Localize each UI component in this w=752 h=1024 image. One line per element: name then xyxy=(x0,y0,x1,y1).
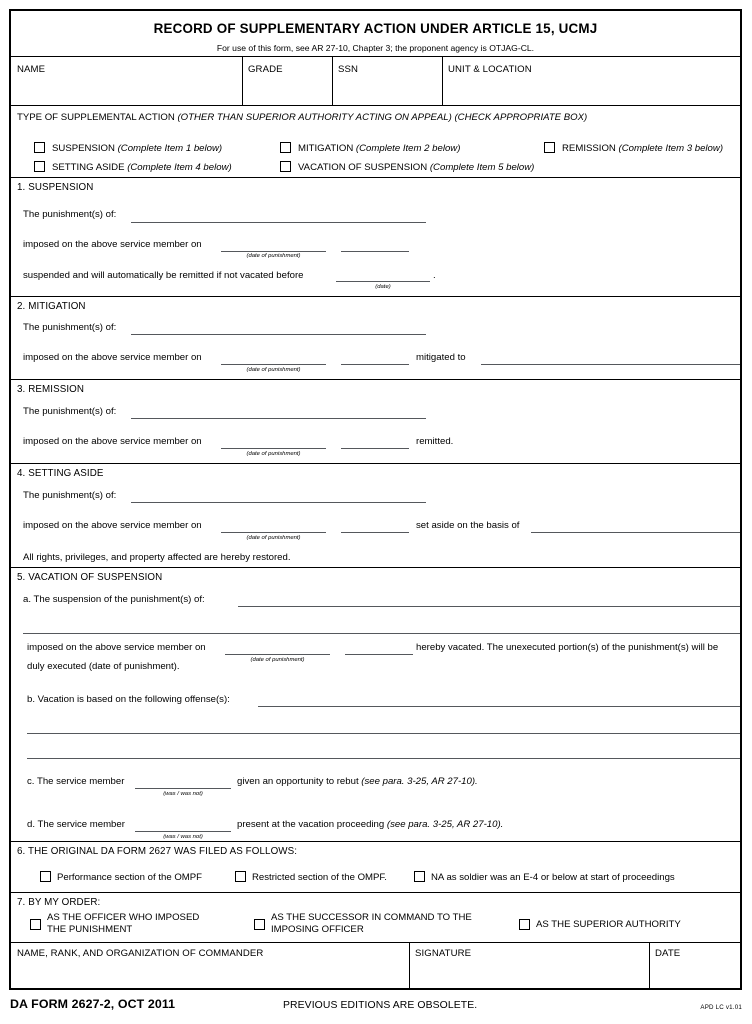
item5d-caption: (was / was not) xyxy=(163,834,203,840)
rule-under-item2 xyxy=(11,379,740,380)
item4-restored-note: All rights, privileges, and property affected are hereby restored. xyxy=(23,552,291,563)
item5d-field[interactable] xyxy=(135,831,231,832)
option-setting-aside xyxy=(52,162,232,173)
rule-under-item6 xyxy=(11,892,740,893)
item1-extra-field[interactable] xyxy=(341,251,409,252)
item2-imposed-label: imposed on the above service member on xyxy=(23,352,202,363)
checkbox-as-superior-authority[interactable] xyxy=(519,919,530,930)
checkbox-setting-aside[interactable] xyxy=(34,161,45,172)
rule-under-type-section xyxy=(11,177,740,178)
option-remission-note: (Complete Item 3 below) xyxy=(618,143,724,154)
item5d-suffix xyxy=(237,819,503,830)
option-suspension-label: SUSPENSION xyxy=(52,143,115,154)
rule-under-item7 xyxy=(11,942,740,943)
divider-grade-ssn xyxy=(332,57,333,105)
item1-heading: 1. SUSPENSION xyxy=(17,182,94,193)
item7-option2-line1: AS THE SUCCESSOR IN COMMAND TO THE xyxy=(271,912,472,923)
checkbox-as-imposing-officer[interactable] xyxy=(30,919,41,930)
item6-option-na-label: NA as soldier was an E-4 or below at start of proceedings xyxy=(431,872,675,883)
item3-punishments-label: The punishment(s) of: xyxy=(23,406,117,417)
item5a-label: a. The suspension of the punishment(s) of: xyxy=(23,594,205,605)
item3-punishments-field[interactable] xyxy=(131,418,426,419)
footer-form-id: DA FORM 2627-2, OCT 2011 xyxy=(10,997,176,1011)
checkbox-remission[interactable] xyxy=(544,142,555,153)
rule-under-item1 xyxy=(11,296,740,297)
checkbox-restricted-section[interactable] xyxy=(235,871,246,882)
item4-extra-field[interactable] xyxy=(341,532,409,533)
item5b-date-caption: (date of punishment) xyxy=(250,657,305,663)
option-vacation-of-suspension xyxy=(298,162,534,173)
item5c-suffix-text: given an opportunity to rebut xyxy=(237,776,359,787)
item3-extra-field[interactable] xyxy=(341,448,409,449)
item5c-field[interactable] xyxy=(135,788,231,789)
item2-punishments-field[interactable] xyxy=(131,334,426,335)
divider-commander-signature xyxy=(409,943,410,989)
form-outer-frame xyxy=(9,9,742,990)
item5-offense-field-3[interactable] xyxy=(27,758,740,759)
item1-remitted-label: suspended and will automatically be remitted if not vacated before xyxy=(23,270,304,281)
item5c-cite: (see para. 3-25, AR 27-10). xyxy=(361,776,478,787)
divider-ssn-unit xyxy=(442,57,443,105)
item4-punishments-label: The punishment(s) of: xyxy=(23,490,117,501)
item2-date-field[interactable] xyxy=(221,364,326,365)
item2-mitigated-to-field[interactable] xyxy=(481,364,740,365)
item3-date-caption: (date of punishment) xyxy=(246,451,301,457)
item4-punishments-field[interactable] xyxy=(131,502,426,503)
option-vacation-note: (Complete Item 5 below) xyxy=(429,162,535,173)
label-name: NAME xyxy=(17,64,46,75)
option-suspension-note: (Complete Item 1 below) xyxy=(117,143,223,154)
item5b-date-field[interactable] xyxy=(225,654,330,655)
form-title: RECORD OF SUPPLEMENTARY ACTION UNDER ARTICLE 15, UCMJ xyxy=(153,21,598,36)
item5b-vacated-text: hereby vacated. The unexecuted portion(s) of the punishment(s) will be xyxy=(416,642,719,653)
item5c-prefix: c. The service member xyxy=(27,776,125,787)
item4-set-aside-field[interactable] xyxy=(531,532,740,533)
item6-option-performance-label: Performance section of the OMPF xyxy=(57,872,203,883)
item5b-extra-field[interactable] xyxy=(345,654,413,655)
option-mitigation-label: MITIGATION xyxy=(298,143,354,154)
item4-date-field[interactable] xyxy=(221,532,326,533)
item5-offense-field-1[interactable] xyxy=(258,706,740,707)
type-heading-main: TYPE OF SUPPLEMENTAL ACTION xyxy=(17,112,175,123)
label-ssn: SSN xyxy=(338,64,359,75)
label-signature: SIGNATURE xyxy=(415,948,472,959)
rule-under-item5 xyxy=(11,841,740,842)
checkbox-as-successor-in-command[interactable] xyxy=(254,919,265,930)
item7-option1-line2: THE PUNISHMENT xyxy=(47,924,133,935)
item2-heading: 2. MITIGATION xyxy=(17,301,86,312)
label-unit-location: UNIT & LOCATION xyxy=(448,64,532,75)
item4-date-caption: (date of punishment) xyxy=(246,535,301,541)
rule-under-identity xyxy=(11,105,740,106)
item4-set-aside-label: set aside on the basis of xyxy=(416,520,520,531)
label-grade: GRADE xyxy=(248,64,283,75)
checkbox-suspension[interactable] xyxy=(34,142,45,153)
form-subtitle: For use of this form, see AR 27-10, Chapter 3; the proponent agency is OTJAG-CL. xyxy=(216,43,535,53)
option-remission-label: REMISSION xyxy=(562,143,616,154)
checkbox-vacation-of-suspension[interactable] xyxy=(280,161,291,172)
option-mitigation-note: (Complete Item 2 below) xyxy=(355,143,461,154)
item4-heading: 4. SETTING ASIDE xyxy=(17,468,104,479)
item2-extra-field[interactable] xyxy=(341,364,409,365)
option-remission xyxy=(562,143,723,154)
item7-option3-line1: AS THE SUPERIOR AUTHORITY xyxy=(536,919,681,930)
type-section-heading xyxy=(17,112,587,123)
option-mitigation xyxy=(298,143,460,154)
item1-vacate-date-field[interactable] xyxy=(336,281,430,282)
label-commander: NAME, RANK, AND ORGANIZATION OF COMMANDER xyxy=(17,948,264,959)
option-vacation-label: VACATION OF SUSPENSION xyxy=(298,162,428,173)
item4-imposed-label: imposed on the above service member on xyxy=(23,520,202,531)
footer-obsolete-note: PREVIOUS EDITIONS ARE OBSOLETE. xyxy=(283,1000,478,1011)
item5b-imposed-label: imposed on the above service member on xyxy=(27,642,206,653)
checkbox-mitigation[interactable] xyxy=(280,142,291,153)
item1-punishments-field[interactable] xyxy=(131,222,426,223)
item2-mitigated-to-label: mitigated to xyxy=(416,352,466,363)
item1-date-caption: (date of punishment) xyxy=(246,253,301,259)
item6-option-restricted-label: Restricted section of the OMPF. xyxy=(252,872,387,883)
item5d-cite: (see para. 3-25, AR 27-10). xyxy=(386,819,504,830)
item5d-prefix: d. The service member xyxy=(27,819,125,830)
item1-period: . xyxy=(433,270,436,281)
divider-name-grade xyxy=(242,57,243,105)
item1-punishments-label: The punishment(s) of: xyxy=(23,209,117,220)
item5-offense-label: b. Vacation is based on the following offense(s): xyxy=(27,694,230,705)
item5d-suffix-text: present at the vacation proceeding xyxy=(237,819,385,830)
item2-date-caption: (date of punishment) xyxy=(246,367,301,373)
item7-heading: 7. BY MY ORDER: xyxy=(17,897,101,908)
divider-signature-date xyxy=(649,943,650,989)
item5a-field-1[interactable] xyxy=(238,606,740,607)
item6-heading: 6. THE ORIGINAL DA FORM 2627 WAS FILED AS FOLLOWS: xyxy=(17,846,298,857)
item7-option2-line2: IMPOSING OFFICER xyxy=(271,924,364,935)
type-heading-note: (OTHER THAN SUPERIOR AUTHORITY ACTING ON APPEAL) (CHECK APPROPRIATE BOX) xyxy=(177,112,588,123)
item1-date-field[interactable] xyxy=(221,251,326,252)
checkbox-performance-section[interactable] xyxy=(40,871,51,882)
item5b-duly-executed-text: duly executed (date of punishment). xyxy=(27,661,180,672)
item2-punishments-label: The punishment(s) of: xyxy=(23,322,117,333)
item5-heading: 5. VACATION OF SUSPENSION xyxy=(17,572,163,583)
footer-version: APD LC v1.01 xyxy=(700,1004,742,1011)
option-setting-aside-label: SETTING ASIDE xyxy=(52,162,125,173)
rule-under-item3 xyxy=(11,463,740,464)
item5c-caption: (was / was not) xyxy=(163,791,203,797)
item5c-suffix xyxy=(237,776,478,787)
item7-option1-line1: AS THE OFFICER WHO IMPOSED xyxy=(47,912,200,923)
label-date: DATE xyxy=(655,948,681,959)
item3-imposed-label: imposed on the above service member on xyxy=(23,436,202,447)
item3-remitted-label: remitted. xyxy=(416,436,454,447)
item1-vacate-date-caption: (date) xyxy=(375,284,391,290)
item5-offense-field-2[interactable] xyxy=(27,733,740,734)
rule-under-item4 xyxy=(11,567,740,568)
item3-date-field[interactable] xyxy=(221,448,326,449)
option-setting-aside-note: (Complete Item 4 below) xyxy=(127,162,232,173)
item5a-field-2[interactable] xyxy=(23,633,740,634)
item3-heading: 3. REMISSION xyxy=(17,384,85,395)
item1-imposed-label: imposed on the above service member on xyxy=(23,239,202,250)
option-suspension xyxy=(52,143,222,154)
rule-under-title xyxy=(11,56,740,57)
checkbox-na-e4-or-below[interactable] xyxy=(414,871,425,882)
